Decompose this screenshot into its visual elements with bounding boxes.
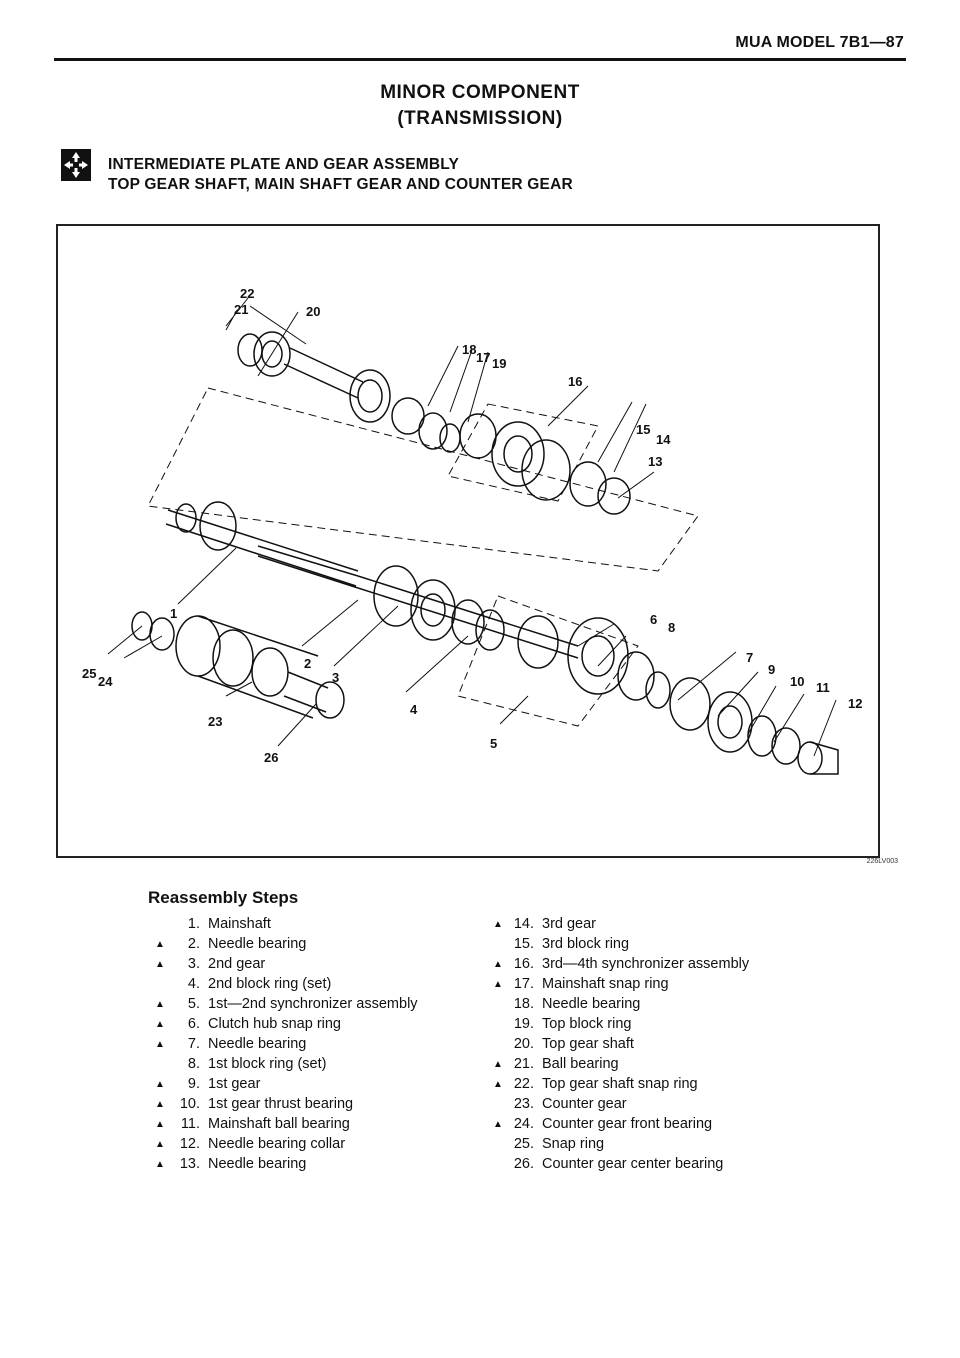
step-label: Counter gear center bearing: [542, 1156, 724, 1172]
callout-16: 16: [568, 374, 583, 389]
step-label: 1st gear: [208, 1076, 261, 1092]
step-label: Counter gear: [542, 1096, 627, 1112]
step-marker: ▲: [155, 1158, 165, 1170]
callout-21: 21: [234, 302, 249, 317]
step-item: [488, 1114, 749, 1134]
callout-18: 18: [462, 342, 477, 357]
step-marker: ▲: [493, 918, 503, 930]
step-number: 1.: [187, 916, 200, 932]
step-label: Clutch hub snap ring: [208, 1016, 341, 1032]
step-number: 20.: [513, 1036, 534, 1052]
step-number: 8.: [187, 1056, 200, 1072]
step-label: Needle bearing collar: [208, 1136, 346, 1152]
step-label: Mainshaft ball bearing: [208, 1116, 350, 1132]
step-item: [150, 1154, 418, 1174]
step-marker: ▲: [155, 998, 165, 1010]
step-label: Needle bearing: [208, 936, 307, 952]
disassembly-arrows-icon: [60, 148, 92, 182]
callout-10: 10: [790, 674, 805, 689]
step-label: 1st—2nd synchronizer assembly: [208, 996, 418, 1012]
step-item: [150, 1014, 418, 1034]
step-item: [150, 1114, 418, 1134]
step-label: 3rd block ring: [542, 936, 630, 952]
callout-6: 6: [650, 612, 658, 627]
synchronizer-assembly-upper: [460, 414, 630, 514]
callout-15: 15: [636, 422, 651, 437]
step-item: [150, 1074, 418, 1094]
step-number: 12.: [179, 1136, 200, 1152]
step-item: [150, 934, 418, 954]
step-label: Needle bearing: [208, 1156, 307, 1172]
page-subtitle: (TRANSMISSION): [397, 108, 563, 129]
exploded-view-drawing: [58, 226, 878, 856]
step-item: [488, 1014, 749, 1034]
step-number: 19.: [513, 1016, 534, 1032]
step-item: [150, 1034, 418, 1054]
step-label: 1st block ring (set): [208, 1056, 327, 1072]
step-item: [488, 1154, 749, 1174]
step-label: 3rd gear: [542, 916, 597, 932]
callout-3: 3: [332, 670, 340, 685]
step-item: [488, 914, 749, 934]
callout-24: 24: [98, 674, 113, 689]
header-rule: [54, 58, 906, 61]
step-marker: ▲: [155, 1118, 165, 1130]
figure-code: 226LV003: [866, 858, 898, 865]
step-marker: ▲: [493, 1118, 503, 1130]
callout-8: 8: [668, 620, 676, 635]
callout-22: 22: [240, 286, 255, 301]
step-item: [488, 994, 749, 1014]
callout-7: 7: [746, 650, 754, 665]
section-heading-line-1: INTERMEDIATE PLATE AND GEAR ASSEMBLY: [108, 156, 460, 173]
step-item: [488, 1074, 749, 1094]
reassembly-steps-heading: Reassembly Steps: [148, 888, 299, 907]
step-marker: ▲: [155, 958, 165, 970]
callout-17: 17: [476, 350, 491, 365]
step-marker: ▲: [493, 978, 503, 990]
callout-14: 14: [656, 432, 671, 447]
callout-4: 4: [410, 702, 418, 717]
step-label: 2nd gear: [208, 956, 266, 972]
callout-2: 2: [304, 656, 312, 671]
step-number: 22.: [513, 1076, 534, 1092]
callout-11: 11: [816, 680, 830, 695]
step-number: 17.: [513, 976, 534, 992]
section-heading-line-2: TOP GEAR SHAFT, MAIN SHAFT GEAR AND COUNTER GEAR: [108, 176, 573, 193]
step-number: 16.: [513, 956, 534, 972]
step-label: Needle bearing: [542, 996, 641, 1012]
step-item: [150, 974, 418, 994]
step-item: [488, 1034, 749, 1054]
reassembly-steps-left: [150, 914, 418, 1174]
step-label: Ball bearing: [542, 1056, 619, 1072]
step-item: [150, 954, 418, 974]
step-marker: ▲: [155, 938, 165, 950]
page-title: MINOR COMPONENT: [380, 82, 580, 103]
step-number: 11.: [180, 1116, 200, 1132]
step-label: Mainshaft snap ring: [542, 976, 669, 992]
step-number: 7.: [187, 1036, 200, 1052]
step-number: 9.: [187, 1076, 200, 1092]
top-gear-shaft-assembly: [238, 332, 460, 452]
callout-9: 9: [768, 662, 776, 677]
page-header-title: MUA MODEL 7B1—87: [735, 34, 904, 51]
step-marker: ▲: [155, 1098, 165, 1110]
step-number: 3.: [187, 956, 200, 972]
step-item: [150, 994, 418, 1014]
step-item: [150, 1054, 418, 1074]
step-item: [488, 954, 749, 974]
callout-5: 5: [490, 736, 498, 751]
step-number: 5.: [187, 996, 200, 1012]
step-number: 2.: [187, 936, 200, 952]
step-number: 21.: [513, 1056, 534, 1072]
step-item: [488, 934, 749, 954]
step-label: 1st gear thrust bearing: [208, 1096, 354, 1112]
counter-gear: [132, 612, 344, 718]
callout-13: 13: [648, 454, 663, 469]
callout-25: 25: [82, 666, 97, 681]
reassembly-steps-right: [488, 914, 749, 1174]
step-marker: ▲: [155, 1038, 165, 1050]
step-marker: ▲: [155, 1138, 165, 1150]
step-marker: ▲: [493, 1078, 503, 1090]
step-item: [150, 1134, 418, 1154]
step-item: [488, 1054, 749, 1074]
step-marker: ▲: [155, 1018, 165, 1030]
callout-26: 26: [264, 750, 279, 765]
step-number: 4.: [187, 976, 200, 992]
step-number: 10.: [179, 1096, 200, 1112]
step-number: 6.: [187, 1016, 200, 1032]
step-marker: ▲: [493, 958, 503, 970]
step-label: 2nd block ring (set): [208, 976, 332, 992]
step-label: Snap ring: [542, 1136, 605, 1152]
step-item: [488, 1134, 749, 1154]
step-number: 14.: [513, 916, 534, 932]
mainshaft: [166, 502, 578, 658]
step-label: Needle bearing: [208, 1036, 307, 1052]
step-label: Top gear shaft: [542, 1036, 634, 1052]
step-item: [488, 974, 749, 994]
step-item: [488, 1094, 749, 1114]
step-number: 24.: [513, 1116, 534, 1132]
callout-20: 20: [306, 304, 321, 319]
callout-23: 23: [208, 714, 223, 729]
callout-19: 19: [492, 356, 507, 371]
step-label: Counter gear front bearing: [542, 1116, 713, 1132]
step-label: 3rd—4th synchronizer assembly: [542, 956, 750, 972]
step-label: Mainshaft: [208, 916, 271, 932]
step-marker: ▲: [155, 1078, 165, 1090]
callout-12: 12: [848, 696, 863, 711]
step-number: 25.: [513, 1136, 534, 1152]
callout-1: 1: [170, 606, 178, 621]
step-number: 13.: [179, 1156, 200, 1172]
step-item: [150, 1094, 418, 1114]
step-number: 23.: [513, 1096, 534, 1112]
step-number: 26.: [513, 1156, 534, 1172]
step-number: 15.: [513, 936, 534, 952]
step-label: Top gear shaft snap ring: [542, 1076, 698, 1092]
step-marker: ▲: [493, 1058, 503, 1070]
step-item: [150, 914, 418, 934]
step-number: 18.: [513, 996, 534, 1012]
exploded-view-figure: [56, 224, 880, 858]
step-label: Top block ring: [542, 1016, 632, 1032]
